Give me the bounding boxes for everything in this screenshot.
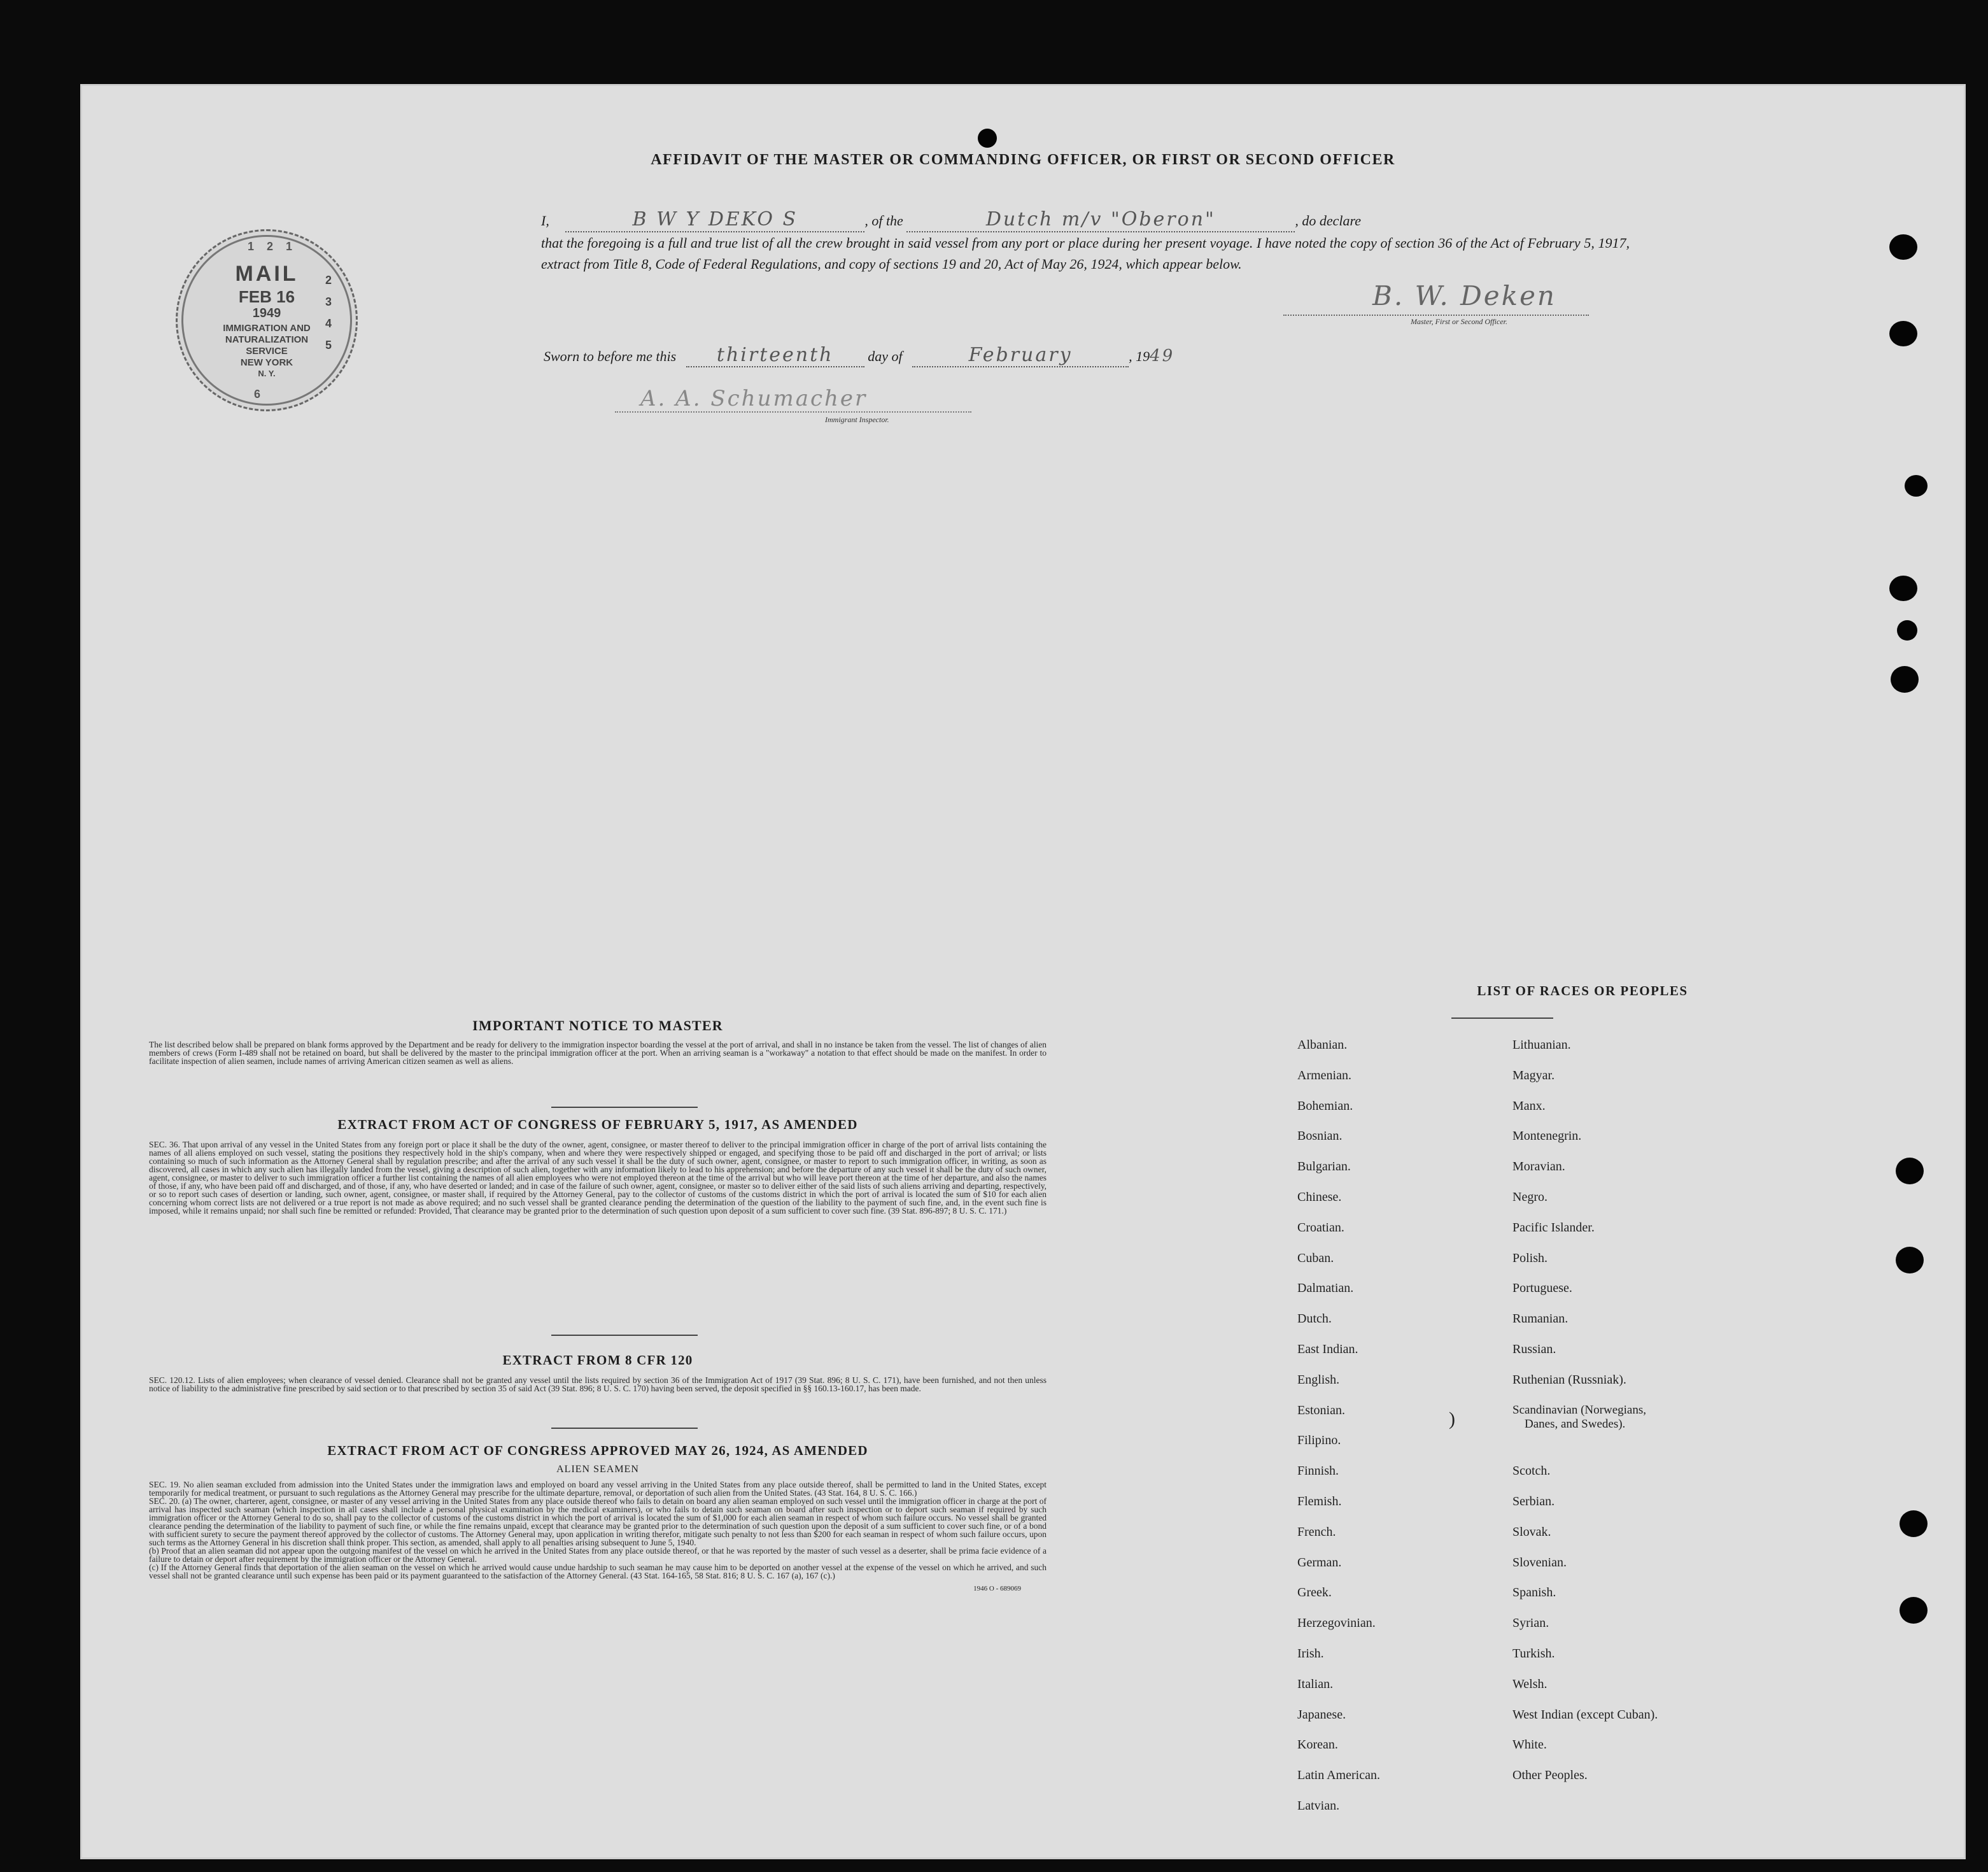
- race-item: Latin American.: [1297, 1768, 1380, 1783]
- divider: [551, 1335, 698, 1336]
- race-item: Flemish.: [1297, 1494, 1342, 1508]
- race-item: Lithuanian.: [1512, 1038, 1571, 1052]
- extract-1917-heading: EXTRACT FROM ACT OF CONGRESS OF FEBRUARY 5, 1917, AS AMENDED: [337, 1117, 858, 1132]
- printer-code: 1946 O - 689069: [973, 1585, 1021, 1592]
- bracket-mark: ): [1449, 1408, 1455, 1429]
- race-item: Italian.: [1297, 1677, 1334, 1691]
- declaration-block: [541, 209, 1630, 274]
- race-item: Irish.: [1297, 1647, 1324, 1661]
- race-item: Russian.: [1512, 1342, 1556, 1356]
- race-item: Manx.: [1512, 1098, 1546, 1113]
- race-item: Cuban.: [1297, 1251, 1334, 1265]
- extract-cfr-text: SEC. 120.12. Lists of alien employees; when clearance of vessel denied. Clearance shall not be granted any vessel until the lists required by section 36 of the Immigration Act of 1917 (39 Stat. 896; 8 U. S. C. 171), have been furnished, and not then unless notice of liability to the administrative fine prescribed by said section or to that prescribed by section 35 of said Act (39 Stat. 896; 8 U. S. C. 170) having been served, the deposit specified in §§ 160.13-160.17, has been made.: [149, 1375, 1047, 1393]
- race-item: Magyar.: [1512, 1068, 1555, 1082]
- race-item: Bosnian.: [1297, 1129, 1343, 1144]
- sworn-day-handwritten: thirteenth: [716, 344, 834, 366]
- stamp-digit: 3: [325, 295, 332, 308]
- stamp-digit: 2: [325, 274, 332, 287]
- races-title: LIST OF RACES OR PEOPLES: [1477, 983, 1688, 998]
- punch-hole: [978, 129, 997, 148]
- stamp-top-digits: [248, 240, 305, 253]
- vessel-field: [906, 209, 1295, 232]
- declaration-body: that the foregoing is a full and true list of all the crew brought in said vessel from any port or place during her present voyage. I have noted the copy of section 36 of the Act of February 5, 1917, extract from Title 8, Code of Federal Regulations, and copy of sections 19 and 20, Act of May 26, 1924, which appear below.: [541, 235, 1630, 272]
- divider: [1451, 1018, 1553, 1019]
- race-item: Japanese.: [1297, 1707, 1346, 1722]
- affidavit-title: AFFIDAVIT OF THE MASTER OR COMMANDING OFFICER, OR FIRST OR SECOND OFFICER: [651, 152, 1395, 168]
- of-the-label: , of the: [864, 213, 903, 229]
- punch-hole: [1889, 321, 1917, 346]
- stamp-digit-column: [318, 269, 339, 356]
- signature-caption: Master, First or Second Officer.: [1411, 317, 1507, 326]
- race-item: Other Peoples.: [1512, 1768, 1588, 1783]
- stamp-bottom-digit: 6: [254, 388, 261, 401]
- race-item: Dutch.: [1297, 1312, 1332, 1326]
- race-item: German.: [1297, 1555, 1342, 1570]
- race-item: Slovak.: [1512, 1524, 1551, 1539]
- inspector-line: [615, 411, 971, 413]
- stamp-mail: MAIL: [235, 262, 299, 286]
- day-of-label: day of: [868, 348, 903, 364]
- race-item: Chinese.: [1297, 1190, 1342, 1204]
- sec20b-text: (b) Proof that an alien seaman did not appear upon the outgoing manifest of the vessel on which he arrived in the United States from any place outside thereof, or that he was reported by the master of such vessel as a deserter, shall be prima facie evidence of a failure to detain or deport after requirement by the immigration officer or the Attorney General.: [149, 1546, 1047, 1564]
- extract-1924-heading: EXTRACT FROM ACT OF CONGRESS APPROVED MAY 26, 1924, AS AMENDED: [327, 1443, 868, 1458]
- race-item: Bulgarian.: [1297, 1159, 1351, 1174]
- divider: [551, 1107, 698, 1108]
- inspector-caption: Immigrant Inspector.: [825, 415, 889, 424]
- race-item: Estonian.: [1297, 1403, 1345, 1417]
- punch-hole: [1891, 666, 1919, 693]
- stamp-state: N. Y.: [258, 369, 276, 378]
- race-item: Bohemian.: [1297, 1098, 1353, 1113]
- punch-hole: [1889, 576, 1917, 601]
- race-item: Dalmatian.: [1297, 1281, 1354, 1296]
- race-item: Korean.: [1297, 1738, 1338, 1752]
- punch-hole: [1896, 1158, 1924, 1184]
- stamp-agency-1: IMMIGRATION AND: [223, 323, 311, 334]
- stamp-digit: 4: [325, 317, 332, 330]
- punch-hole: [1905, 475, 1928, 497]
- punch-hole: [1900, 1510, 1928, 1537]
- extract-1917-section: [149, 1117, 1047, 1215]
- race-item: Latvian.: [1297, 1799, 1340, 1813]
- race-item: Turkish.: [1512, 1647, 1555, 1661]
- race-item: Negro.: [1512, 1190, 1547, 1204]
- sworn-line: [544, 344, 1371, 367]
- race-item: Scotch.: [1512, 1464, 1551, 1478]
- alien-seamen-subheading: ALIEN SEAMEN: [556, 1464, 639, 1475]
- race-item: Croatian.: [1297, 1220, 1344, 1235]
- race-item: White.: [1512, 1738, 1547, 1752]
- punch-hole: [1896, 1247, 1924, 1273]
- signature-area: [1283, 275, 1640, 326]
- inspector-area: [615, 383, 997, 428]
- signature-line: [1283, 315, 1589, 316]
- stamp-date: FEB 16: [238, 287, 295, 306]
- race-item: Portuguese.: [1512, 1281, 1572, 1296]
- race-item: Rumanian.: [1512, 1312, 1569, 1326]
- stamp-digit: 12: [248, 240, 286, 253]
- stamp-year: 1949: [252, 306, 281, 320]
- race-item: Albanian.: [1297, 1038, 1348, 1052]
- race-item: Slovenian.: [1512, 1555, 1567, 1570]
- race-item: Serbian.: [1512, 1494, 1555, 1508]
- stamp-agency-2: NATURALIZATION: [225, 334, 309, 345]
- race-item: French.: [1297, 1524, 1336, 1539]
- race-item: East Indian.: [1297, 1342, 1358, 1356]
- race-item: Ruthenian (Russniak).: [1512, 1372, 1626, 1387]
- punch-hole: [1900, 1597, 1928, 1624]
- race-item: Spanish.: [1512, 1585, 1556, 1600]
- race-item: English.: [1297, 1372, 1340, 1387]
- immigration-stamp: [176, 229, 358, 411]
- extract-1917-text: SEC. 36. That upon arrival of any vessel in the United States from any foreign port or place it shall be the duty of the owner, agent, consignee, or master thereof to deliver to the principal immigration officer in charge of the port of arrival lists containing the names of all aliens employed on such vessel, stating the positions they respectively hold in the ship's company, when and where they were respectively shipped or engaged, and specifying those to be paid off and discharged in the port of arrival; or lists containing so much of such information as the Attorney General shall by regulation prescribe; and after the arrival of any such vessel it shall be the duty of such owner, agent, consignee, or master to report to such immigration officer, in writing, as soon as discovered, all cases in which any such alien has illegally landed from the vessel, giving a description of such alien, together with any information likely to lead to his apprehension; and before the departure of any such vessel it shall be the duty of such owner, agent, consignee, or master to deliver to such immigration officer a further list containing the names of all alien employees who were not employed thereon at the time of the arrival but who will leave port thereon at the time of her departure, and also the names of those, if any, who have been paid off and discharged, and of those, if any, who have deserted or landed; and in case of the failure of such owner, agent, consignee, or master so to deliver either of the said lists of such aliens arriving and departing, respectively, or so to report such cases of desertion or landing, such owner, agent, consignee, or master shall, if required by the Attorney General, pay to the collector of customs of the customs district in which the port of arrival is located the sum of $10 for each alien concerning whom correct lists are not delivered or a true report is not made as above required; and no such vessel shall be granted clearance pending the determination of the question of the liability to the payment of such fine, and, in the event such fine is imposed, while it remains unpaid; nor shall such fine be remitted or refunded: Provided, That clearance may be granted prior to the determination of such question upon deposit of a sum sufficient to cover such fine. (39 Stat. 896-897; 8 U. S. C. 171.): [149, 1140, 1047, 1216]
- race-item: Polish.: [1512, 1251, 1548, 1265]
- race-item: Filipino.: [1297, 1433, 1341, 1448]
- sec19-text: SEC. 19. No alien seaman excluded from admission into the United States under the immigration laws and employed on board any vessel arriving in the United States from any place outside thereof, shall be permitted to land in the United States, except temporarily for medical treatment, or pursuant to such regulations as the Attorney General may prescribe for the ultimate departure, removal, or deportation of such alien from the United States. (43 Stat. 164, 8 U. S. C. 166.): [149, 1480, 1047, 1498]
- extract-cfr-section: [149, 1352, 1047, 1393]
- extract-cfr-heading: EXTRACT FROM 8 CFR 120: [502, 1352, 693, 1368]
- year-prefix: , 19: [1129, 348, 1150, 364]
- notice-text: The list described below shall be prepared on blank forms approved by the Department and be ready for delivery to the immigration inspector boarding the vessel at the port of arrival, and shall in no instance be taken from the vessel. The list of changes of alien members of crews (Form I-489 shall not be retained on board, but shall be delivered by the master to the principal immigration officer at the port. When an arriving seaman is a "workaway" a notation to that effect should be made on the manifest. In order to facilitate inspection of alien seamen, include names of arriving American citizen seamen as well as aliens.: [149, 1040, 1047, 1066]
- extract-1924-section: [149, 1443, 1047, 1592]
- sworn-label: Sworn to before me this: [544, 348, 677, 364]
- sworn-month-field: [912, 344, 1129, 367]
- master-name-handwritten: B W Y DEKO S: [632, 208, 798, 230]
- vessel-handwritten: Dutch m/v "Oberon": [985, 208, 1216, 230]
- year-handwritten: 49: [1150, 346, 1175, 365]
- sworn-month-handwritten: February: [968, 344, 1073, 366]
- race-item: Herzegovinian.: [1297, 1616, 1376, 1631]
- notice-heading: IMPORTANT NOTICE TO MASTER: [472, 1018, 723, 1033]
- inspector-signature: A. A. Schumacher: [640, 386, 868, 411]
- race-item: Finnish.: [1297, 1464, 1339, 1478]
- stamp-agency-3: SERVICE: [246, 346, 288, 357]
- punch-hole: [1897, 620, 1917, 641]
- sworn-day-field: [686, 344, 864, 367]
- divider: [551, 1428, 698, 1429]
- declaration-line-1: [541, 209, 1630, 232]
- race-item: Armenian.: [1297, 1068, 1351, 1082]
- document-page: [80, 84, 1966, 1859]
- race-item: West Indian (except Cuban).: [1512, 1707, 1658, 1722]
- race-item: Greek.: [1297, 1585, 1332, 1600]
- race-item: Syrian.: [1512, 1616, 1549, 1631]
- race-item: Pacific Islander.: [1512, 1220, 1595, 1235]
- stamp-digit: 5: [325, 339, 332, 351]
- race-item: Welsh.: [1512, 1677, 1547, 1691]
- notice-section: [149, 1018, 1047, 1065]
- stamp-digit: 1: [286, 240, 306, 253]
- punch-hole: [1889, 234, 1917, 260]
- i-label: I,: [541, 213, 549, 229]
- race-item: Moravian.: [1512, 1159, 1565, 1174]
- stamp-city: NEW YORK: [240, 357, 293, 368]
- race-item: Montenegrin.: [1512, 1129, 1582, 1144]
- sec20a-text: SEC. 20. (a) The owner, charterer, agent, consignee, or master of any vessel arriving in the United States from any place outside thereof who fails to detain on board any alien seaman employed on such vessel until the immigration officer in charge at the port of arrival has inspected such seaman (which inspection in all cases shall include a personal physical examination by the medical examiners), or who fails to detain such seaman on board after such inspection or to deport such seaman if required by such immigration officer or the Attorney General to do so, shall pay to the collector of customs of the customs district in which the port of arrival is located the sum of $1,000 for each alien seaman in respect of whom such failure occurs. No vessel shall be granted clearance pending the determination of the liability to payment of such fine, or while the fine remains unpaid, except that clearance may be granted prior to the determination of such question upon the deposit of a sum sufficient to cover such fine, or of a bond with sufficient surety to secure the payment thereof approved by the collector of customs. The Attorney General may, upon application in writing therefor, mitigate such penalty to not less than $200 for each seaman in respect of whom such failure occurs, upon such terms as the Attorney General in his discretion shall think proper. This section, as amended, shall apply to all penalties arising subsequent to June 5, 1940.: [149, 1496, 1047, 1547]
- master-name-field: [565, 209, 864, 232]
- master-signature: B. W. Deken: [1372, 280, 1556, 311]
- race-item: Scandinavian (Norwegians, Danes, and Swedes).: [1512, 1403, 1646, 1431]
- do-declare-label: , do declare: [1295, 213, 1361, 229]
- sec20c-text: (c) If the Attorney General finds that deportation of the alien seaman on the vessel on which he arrived would cause undue hardship to such seaman he may cause him to be deported on another vessel at the expense of the vessel on which he arrived, and such vessel shall not be granted clearance until such expense has been paid or its payment guaranteed to the satisfaction of the Attorney General. (43 Stat. 164-165, 58 Stat. 816; 8 U. S. C. 167 (a), 167 (c).): [149, 1563, 1047, 1580]
